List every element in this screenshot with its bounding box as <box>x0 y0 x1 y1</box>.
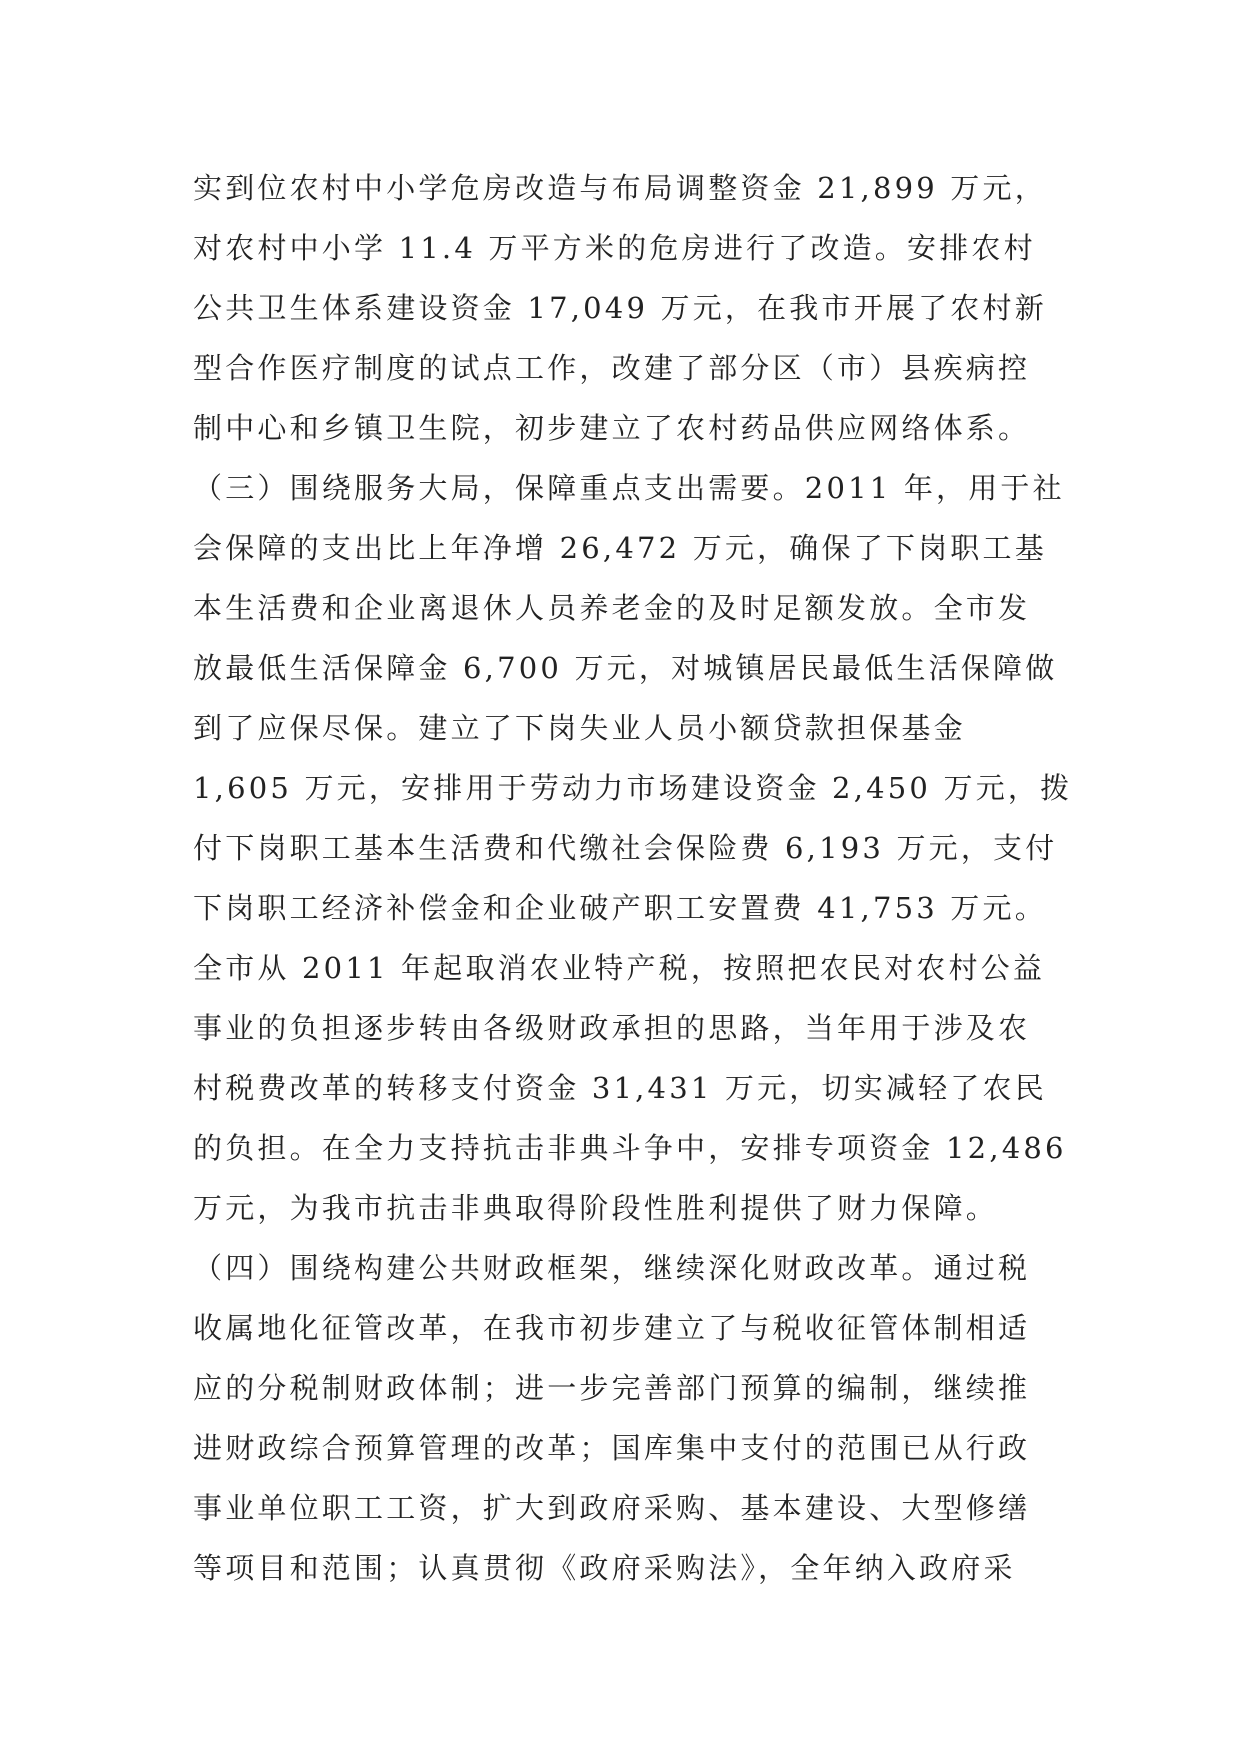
text-line: 制中心和乡镇卫生院，初步建立了农村药品供应网络体系。 <box>193 411 1031 445</box>
text-line: 1,605 万元，安排用于劳动力市场建设资金 2,450 万元，拨 <box>193 771 1073 805</box>
text-line: 事业单位职工工资，扩大到政府采购、基本建设、大型修缮 <box>193 1491 1031 1525</box>
text-line: 到了应保尽保。建立了下岗失业人员小额贷款担保基金 <box>193 711 966 745</box>
text-line: 型合作医疗制度的试点工作，改建了部分区（市）县疾病控 <box>193 351 1031 385</box>
text-line: 公共卫生体系建设资金 17,049 万元，在我市开展了农村新 <box>193 291 1047 325</box>
text-line: 事业的负担逐步转由各级财政承担的思路，当年用于涉及农 <box>193 1011 1031 1045</box>
body-text <box>193 158 1073 1598</box>
text-line: 付下岗职工基本生活费和代缴社会保险费 6,193 万元，支付 <box>193 831 1058 865</box>
text-line: 万元，为我市抗击非典取得阶段性胜利提供了财力保障。 <box>193 1191 999 1225</box>
text-line: 村税费改革的转移支付资金 31,431 万元，切实减轻了农民 <box>193 1071 1047 1105</box>
text-line: 放最低生活保障金 6,700 万元，对城镇居民最低生活保障做 <box>193 651 1058 685</box>
text-line: 全市从 2011 年起取消农业特产税，按照把农民对农村公益 <box>193 951 1046 985</box>
text-line: 对农村中小学 11.4 万平方米的危房进行了改造。安排农村 <box>193 231 1036 265</box>
text-line: 下岗职工经济补偿金和企业破产职工安置费 41,753 万元。 <box>193 891 1047 925</box>
text-line: 应的分税制财政体制；进一步完善部门预算的编制，继续推 <box>193 1371 1031 1405</box>
text-line: 收属地化征管改革，在我市初步建立了与税收征管体制相适 <box>193 1311 1031 1345</box>
text-line: 进财政综合预算管理的改革；国库集中支付的范围已从行政 <box>193 1431 1031 1465</box>
section-heading-line: （四）围绕构建公共财政框架，继续深化财政改革。通过税 <box>193 1251 1031 1285</box>
text-line: 的负担。在全力支持抗击非典斗争中，安排专项资金 12,486 <box>193 1131 1067 1165</box>
section-heading-line: （三）围绕服务大局，保障重点支出需要。2011 年，用于社 <box>193 471 1065 505</box>
text-line: 本生活费和企业离退休人员养老金的及时足额发放。全市发 <box>193 591 1031 625</box>
text-line: 等项目和范围；认真贯彻《政府采购法》，全年纳入政府采 <box>193 1551 1016 1585</box>
text-line: 会保障的支出比上年净增 26,472 万元，确保了下岗职工基 <box>193 531 1047 565</box>
text-line: 实到位农村中小学危房改造与布局调整资金 21,899 万元， <box>193 171 1047 205</box>
